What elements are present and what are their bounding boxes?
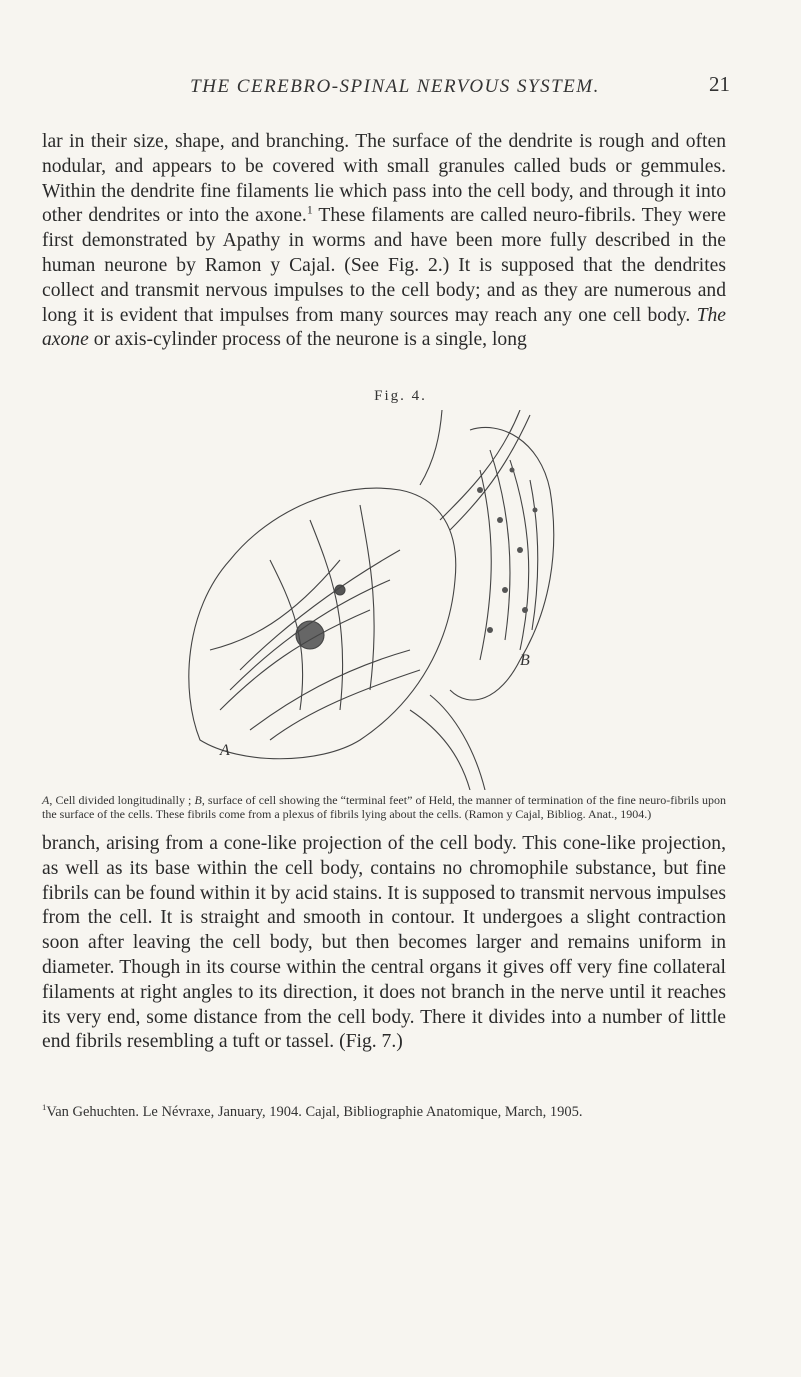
- figure-label: Fig. 4.: [374, 388, 427, 404]
- neuron-illustration: [140, 410, 640, 790]
- figure-label-a: A: [220, 742, 230, 759]
- footnote: [42, 1104, 726, 1120]
- running-head: THE CEREBRO-SPINAL NERVOUS SYSTEM.: [190, 76, 600, 97]
- axon-process: [410, 710, 470, 790]
- caption-a: A: [42, 793, 50, 807]
- caption-b: B: [194, 793, 202, 807]
- figure-label-b: B: [520, 652, 530, 669]
- page-header: [110, 72, 730, 110]
- cell-body-outline: [189, 488, 456, 759]
- footnote-marker: 1: [42, 1102, 47, 1113]
- page-number: 21: [709, 72, 730, 96]
- paragraph-1: [42, 130, 726, 378]
- caption-text-1: , Cell divided longitudinally ;: [49, 793, 195, 807]
- caption-text-2: , surface of cell showing the “terminal feet” of Held, the manner of termination of the fine neuro-fibrils upon the surface of the cells. These fibrils come from a plexus of fibrils lying about the cells. (Ramon y Cajal, Bibliog. Anat., 1904.): [42, 793, 727, 821]
- paragraph-1-text-c: or axis-cylinder process of the neurone is a single, long: [88, 329, 527, 351]
- axone-term: The axone: [42, 304, 726, 351]
- footnote-ref[interactable]: 1: [306, 203, 313, 217]
- footnote-text: Van Gehuchten. Le Névraxe, January, 1904. Cajal, Bibliographie Anatomique, March, 1905.: [46, 1104, 583, 1120]
- paragraph-1-text-b: These filaments are called neuro-fibrils. They were first demonstrated by Apathy in worms and have been more fully described in the human neurone by Ramon y Cajal. (See Fig. 2.) It is supposed that the dendrites collect and transmit nervous impulses to the cell body; and as they are numerous and long it is evident that impulses from many sources may reach any one cell body.: [42, 205, 726, 326]
- paragraph-2: branch, arising from a cone-like projection of the cell body. This cone-like projection, as well as its base within the cell body, contains no chromophile substance, but fine fibrils can be found within it by acid stains. It is supposed to transmit nervous impulses from the cell. It is straight and smooth in contour. It undergoes a slight contraction soon after leaving the cell body, but then becomes larger and remains uniform in diameter. Though in its course within the central organs it gives off very fine collateral filaments at right angles to its direction, it does not branch in the nerve until it reaches its very end, some distance from the cell body. There it divides into a number of little end fibrils resembling a tuft or tassel. (Fig. 7.): [42, 833, 726, 1053]
- paragraph-1-text-a: lar in their size, shape, and branching. The surface of the dendrite is rough and often nodular, and appears to be covered with small granules called buds or gemmules. Within the dendrite fine filaments lie which pass into the cell body, and through it into other dendrites or into the axone.: [42, 131, 726, 227]
- figure-caption: [42, 794, 726, 821]
